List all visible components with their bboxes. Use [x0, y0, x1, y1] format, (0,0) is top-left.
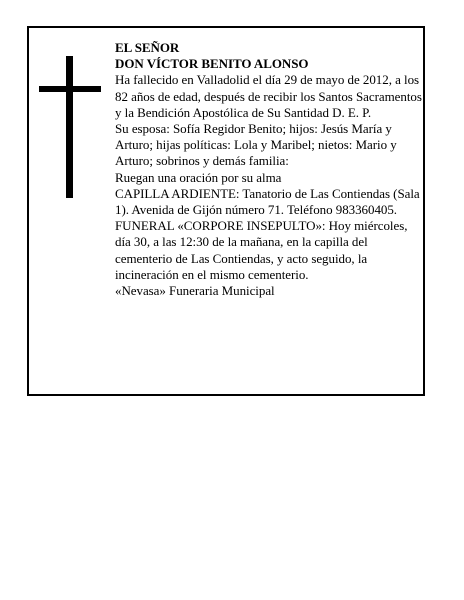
prayer-request: Ruegan una oración por su alma [115, 169, 282, 185]
family-list: Su esposa: Sofía Regidor Benito; hijos: Jesús María y Arturo; hijas políticas: Lola y Maribel; nietos: Mario y Arturo; sobrinos y demás familia: [115, 121, 397, 169]
cross-horizontal-bar [39, 86, 101, 92]
funeral-info: FUNERAL «CORPORE INSEPULTO»: Hoy miércoles, día 30, a las 12:30 de la mañana, en la capilla del cementerio de Las Contiendas, y acto seguido, la incineración en el mismo cementerio. [115, 218, 408, 282]
cross-icon [39, 56, 101, 198]
death-announcement: Ha fallecido en Valladolid el día 29 de mayo de 2012, a los 82 años de edad, después de recibir los Santos Sacramentos y la Bendición Apostólica de Su Santidad D. E. P. [115, 72, 422, 120]
funeral-home: «Nevasa» Funeraria Municipal [115, 283, 275, 299]
deceased-name: DON VÍCTOR BENITO ALONSO [115, 56, 309, 72]
obituary-notice [27, 26, 425, 396]
notice-honorific: EL SEÑOR [115, 40, 180, 55]
notice-text [115, 40, 423, 299]
cross-vertical-bar [66, 56, 73, 198]
chapel-info: CAPILLA ARDIENTE: Tanatorio de Las Contiendas (Sala 1). Avenida de Gijón número 71. Teléfono 983360405. [115, 185, 420, 218]
